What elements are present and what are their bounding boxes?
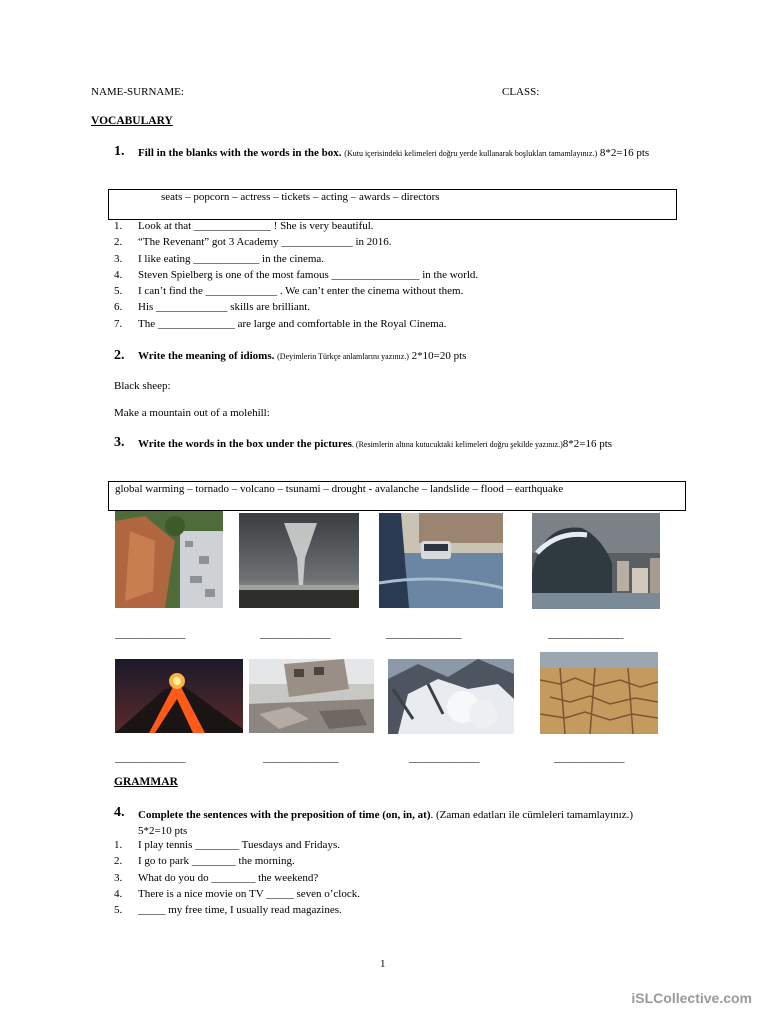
- picture-answer-blank-3[interactable]: _______________: [386, 628, 461, 640]
- picture-answer-blank-4[interactable]: _______________: [548, 628, 623, 640]
- drought-photo: [540, 652, 658, 734]
- question-3-note: . (Resimlerin altına kutucuktaki kelimeleri doğru şekilde yazınız.): [351, 440, 563, 449]
- picture-answer-blank-7[interactable]: ______________: [409, 752, 479, 764]
- idiom-black-sheep: Black sheep:: [114, 380, 171, 392]
- sentence: Steven Spielberg is one of the most famous ________________ in the world.: [138, 268, 479, 281]
- list-item: 3. I like eating ____________ in the cinema.: [114, 252, 325, 265]
- sentence: I can’t find the _____________ . We can’t enter the cinema without them.: [138, 285, 464, 298]
- picture-answer-blank-8[interactable]: ______________: [554, 752, 624, 764]
- picture-answer-blank-6[interactable]: _______________: [263, 752, 338, 764]
- question-2-text: Write the meaning of idioms.: [138, 350, 275, 362]
- question-3-word-box: [108, 481, 686, 511]
- question-1-list: [114, 218, 478, 332]
- list-item: 5. I can’t find the _____________ . We can’t enter the cinema without them.: [114, 285, 464, 298]
- question-4-points: 5*2=10 pts: [138, 825, 188, 837]
- list-item: 4. Steven Spielberg is one of the most famous ________________ in the world.: [114, 268, 479, 281]
- question-2-instruction: [138, 350, 466, 362]
- question-1-words: seats – popcorn – actress – tickets – acting – awards – directors: [161, 191, 440, 203]
- earthquake-photo: [249, 659, 374, 733]
- avalanche-photo: [388, 659, 514, 734]
- question-1-text: Fill in the blanks with the words in the box.: [138, 147, 342, 159]
- sentence: There is a nice movie on TV _____ seven o’clock.: [138, 887, 360, 900]
- question-4-instruction: [138, 807, 668, 839]
- landslide-photo: [115, 511, 223, 608]
- question-4-list: [114, 837, 360, 918]
- watermark-logo: iSLCollective.com: [631, 990, 752, 1006]
- sentence: The ______________ are large and comfortable in the Royal Cinema.: [138, 317, 447, 330]
- question-2-note: (Deyimlerin Türkçe anlamlarını yazınız.): [277, 352, 409, 361]
- question-3-words: global warming – tornado – volcano – tsunami – drought - avalanche – landslide – flood – earthquake: [115, 483, 564, 495]
- picture-answer-blank-1[interactable]: ______________: [115, 628, 185, 640]
- sentence: I like eating ____________ in the cinema.: [138, 252, 325, 265]
- question-2-number: 2.: [114, 348, 125, 363]
- idiom-mountain-molehill: Make a mountain out of a molehill:: [114, 407, 270, 419]
- picture-answer-blank-2[interactable]: ______________: [260, 628, 330, 640]
- question-3-points: 8*2=16 pts: [562, 438, 613, 450]
- grammar-heading: GRAMMAR: [114, 776, 178, 788]
- volcano-photo: [115, 659, 243, 733]
- question-1-number: 1.: [114, 144, 125, 159]
- sentence: I go to park ________ the morning.: [138, 855, 295, 868]
- question-4-number: 4.: [114, 805, 125, 820]
- list-item: 4. There is a nice movie on TV _____ seven o’clock.: [114, 887, 360, 900]
- page-number: 1: [380, 958, 386, 970]
- tsunami-photo: [532, 513, 660, 609]
- flood-photo: [379, 513, 503, 608]
- sentence: His _____________ skills are brilliant.: [138, 301, 311, 314]
- sentence: Look at that ______________ ! She is very beautiful.: [138, 220, 374, 232]
- question-1-note: (Kutu içerisindeki kelimeleri doğru yerde kullanarak boşlukları tamamlayınız.): [344, 149, 598, 158]
- tornado-photo: [239, 513, 359, 608]
- list-item: 6. His _____________ skills are brilliant.: [114, 301, 311, 314]
- question-2-points: 2*10=20 pts: [411, 350, 467, 362]
- question-4-note: . (Zaman edatları ile cümleleri tamamlayınız.): [430, 809, 633, 821]
- question-1-points: 8*2=16 pts: [599, 147, 650, 159]
- list-item: 3. What do you do ________ the weekend?: [114, 871, 319, 884]
- question-1-word-box: [108, 189, 677, 220]
- class-label: CLASS:: [502, 86, 540, 98]
- sentence: I play tennis ________ Tuesdays and Fridays.: [138, 839, 340, 851]
- list-item: 1. Look at that ______________ ! She is very beautiful.: [114, 220, 374, 232]
- sentence: _____ my free time, I usually read magazines.: [138, 904, 342, 917]
- sentence: What do you do ________ the weekend?: [138, 871, 319, 884]
- question-4-text: Complete the sentences with the preposition of time (on, in, at): [138, 809, 431, 821]
- name-surname-label: NAME-SURNAME:: [91, 86, 184, 98]
- question-3-number: 3.: [114, 435, 125, 450]
- question-1-instruction: [138, 146, 658, 161]
- question-3-text: Write the words in the box under the pictures: [138, 438, 352, 450]
- list-item: 5. _____ my free time, I usually read magazines.: [114, 904, 342, 917]
- list-item: 2. “The Revenant” got 3 Academy _____________ in 2016.: [114, 236, 392, 249]
- list-item: 1. I play tennis ________ Tuesdays and Fridays.: [114, 839, 340, 851]
- vocabulary-heading: VOCABULARY: [91, 115, 173, 127]
- question-3-instruction: [138, 437, 648, 452]
- list-item: 7. The ______________ are large and comfortable in the Royal Cinema.: [114, 317, 447, 330]
- sentence: “The Revenant” got 3 Academy _____________ in 2016.: [138, 236, 392, 249]
- picture-answer-blank-5[interactable]: ______________: [115, 752, 185, 764]
- list-item: 2. I go to park ________ the morning.: [114, 855, 295, 868]
